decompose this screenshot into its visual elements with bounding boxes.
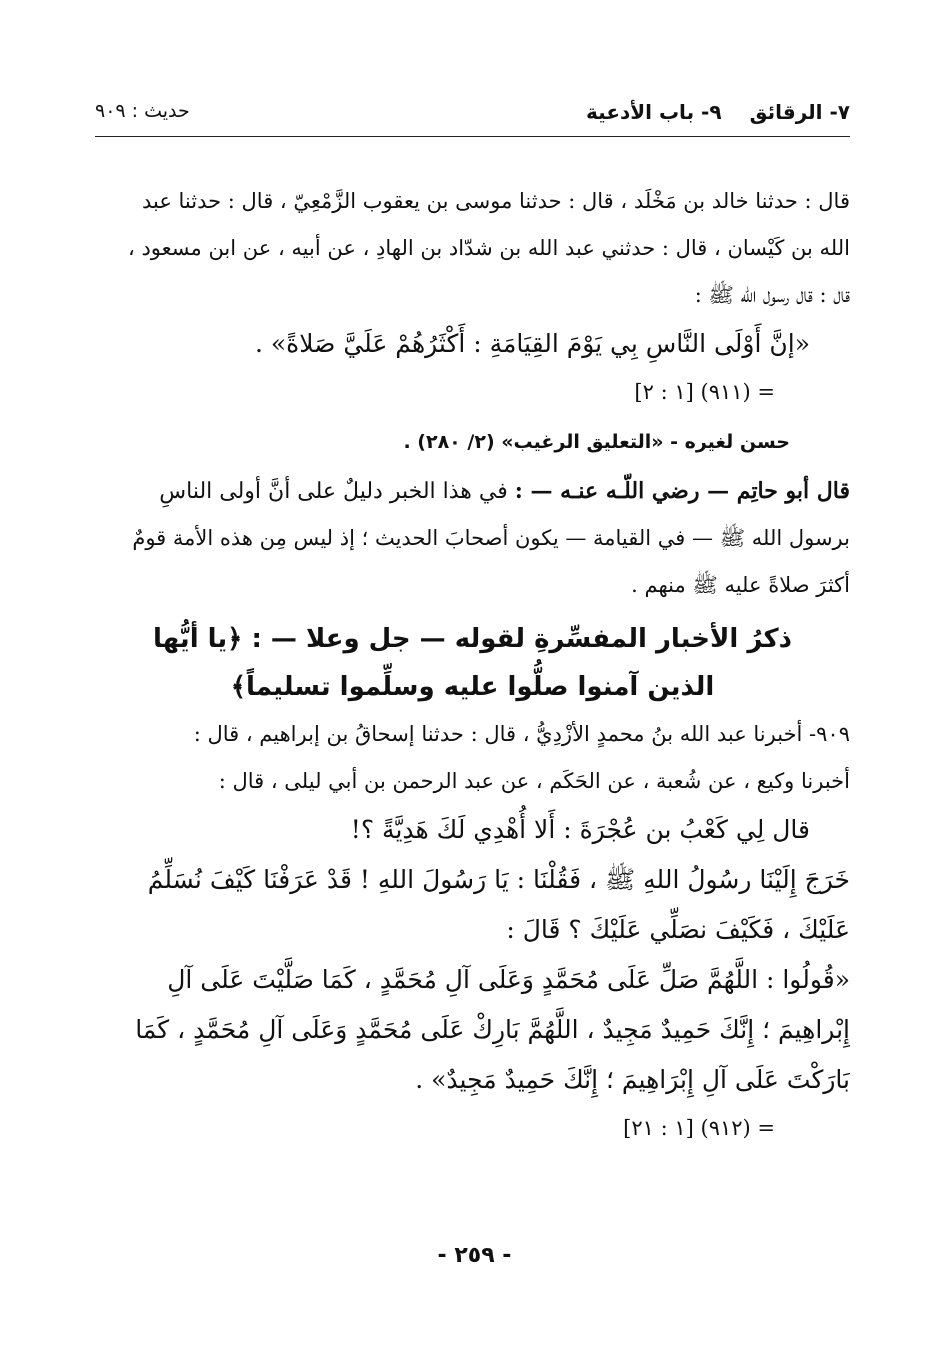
running-title <box>586 100 850 124</box>
hadith-reference: حديث : ٩٠٩ <box>95 100 190 122</box>
page-header <box>95 96 850 137</box>
commentary-author: قال أبو حاتِم — رضي اللّـه عنـه — : <box>514 478 850 504</box>
commentary-line: برسول الله ﷺ — في القيامة — يكون أصحابَ الحديث ؛ إذ ليس مِن هذه الأمة قومٌ <box>132 526 850 550</box>
isnad-line: الله بن كَيْسان ، قال : حدثني عبد الله بن شدّاد بن الهادِ ، عن أبيه ، عن ابن مسعود ، <box>128 236 850 260</box>
matn-text: «قُولُوا : اللَّهُمَّ صَلِّ عَلَى مُحَمَّدٍ وَعَلَى آلِ مُحَمَّدٍ ، كَمَا صَلَّيْتَ عَلَى آلِ <box>167 965 850 994</box>
cross-reference: = (٩١١) [١ : ٢] <box>634 380 775 404</box>
matn-text: خَرَجَ إِلَيْنَا رسُولُ اللهِ ﷺ ، فَقُلْنَا : يَا رَسُولَ اللهِ ! قَدْ عَرَفْنَا كَيْفَ نُسَلِّمُ <box>147 865 850 894</box>
isnad-line: ٩٠٩- أخبرنا عبد الله بنُ محمدٍ الأزْدِيُّ ، قال : حدثنا إسحاقُ بن إبراهيم ، قال : <box>193 722 850 746</box>
matn-text: قال لِي كَعْبُ بن عُجْرَةَ : أَلا أُهْدِي لَكَ هَدِيَّةً ؟! <box>350 815 810 844</box>
matn-text: عَلَيْكَ ، فَكَيْفَ نصَلِّي عَلَيْكَ ؟ قَالَ : <box>506 915 850 944</box>
cross-reference: = (٩١٢) [١ : ٢١] <box>623 1116 775 1140</box>
matn-text: إِبْراهِيمَ ؛ إِنَّكَ حَمِيدٌ مَجِيدٌ ، اللَّهُمَّ بَارِكْ عَلَى مُحَمَّدٍ وَعَلَى آلِ مُحَمَّدٍ ، كَمَا <box>135 1015 850 1044</box>
commentary-text: في هذا الخبر دليلٌ على أنَّ أولى الناسِ <box>159 479 508 504</box>
matn-text: بَارَكْتَ عَلَى آلِ إِبْرَاهِيمَ ؛ إِنَّكَ حَمِيدٌ مَجِيدٌ» . <box>415 1065 850 1094</box>
page-number: - ٢٥٩ - <box>437 1243 512 1268</box>
section-heading: ذكرُ الأخبار المفسِّرةِ لقوله — جل وعلا — : ﴿يا أيُّها <box>153 624 792 654</box>
book-section-title: ٧- الرقائق <box>749 100 850 124</box>
isnad-line: قال : حدثنا خالد بن مَخْلَد ، قال : حدثنا موسى بن يعقوب الزَّمْعِيّ ، قال : حدثنا عبد <box>141 189 850 213</box>
grading-note: حسن لغيره - «التعليق الرغيب» (٢/ ٢٨٠) . <box>403 431 790 453</box>
page-body <box>95 178 850 1152</box>
matn-text: «إنَّ أَوْلَى النَّاسِ بِي يَوْمَ القِيَامَةِ : أَكْثَرُهُمْ عَلَيَّ صَلاةً» . <box>254 329 810 358</box>
isnad-line: أخبرنا وكيع ، عن شُعبة ، عن الحَكَم ، عن عبد الرحمن بن أبي ليلى ، قال : <box>218 769 850 793</box>
isnad-line: قال : قال رسول الله ﷺ : <box>694 283 850 307</box>
commentary-line: أكثرَ صلاةً عليه ﷺ منهم . <box>631 573 850 597</box>
commentary-line <box>95 468 850 515</box>
chapter-title: ٩- باب الأدعية <box>586 100 722 124</box>
section-heading: الذين آمنوا صلُّوا عليه وسلِّموا تسليماً﴾ <box>230 672 715 702</box>
